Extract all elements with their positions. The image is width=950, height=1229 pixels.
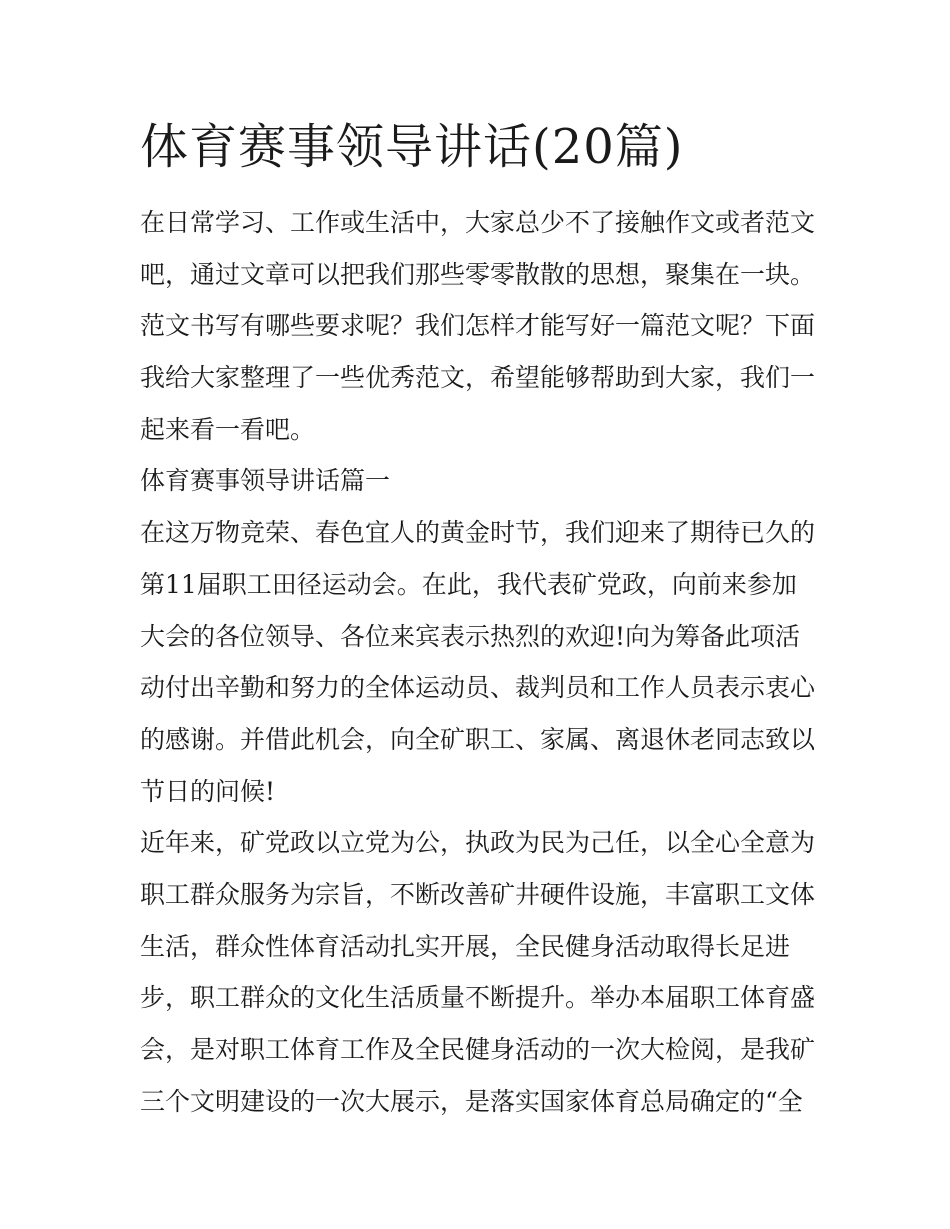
document-title: 体育赛事领导讲话(20篇) (140, 119, 684, 175)
body-line: 吧，通过文章可以把我们那些零零散散的思想，聚集在一块。 (140, 259, 816, 289)
body-line: 生活，群众性体育活动扎实开展，全民健身活动取得长足进 (140, 931, 791, 961)
body-line: 会，是对职工体育工作及全民健身活动的一次大检阅，是我矿 (140, 1035, 816, 1064)
section-heading: 体育赛事领导讲话篇一 (140, 466, 391, 496)
body-line: 近年来，矿党政以立党为公，执政为民为己任，以全心全意为 (140, 828, 816, 858)
body-line: 起来看一看吧。 (140, 414, 316, 444)
body-line: 动付出辛勤和努力的全体运动员、裁判员和工作人员表示衷心 (140, 673, 816, 703)
body-line: 我给大家整理了一些优秀范文，希望能够帮助到大家，我们一 (140, 363, 816, 393)
body-line: 在日常学习、工作或生活中，大家总少不了接触作文或者范文 (140, 208, 816, 237)
body-line: 职工群众服务为宗旨，不断改善矿井硬件设施，丰富职工文体 (140, 879, 816, 909)
body-line: 步，职工群众的文化生活质量不断提升。举办本届职工体育盛 (140, 983, 816, 1013)
body-line: 第11届职工田径运动会。在此，我代表矿党政，向前来参加 (140, 569, 797, 599)
body-line: 范文书写有哪些要求呢？我们怎样才能写好一篇范文呢？下面 (140, 311, 816, 341)
document-body (140, 197, 818, 1127)
body-line: 在这万物竞荣、春色宜人的黄金时节，我们迎来了期待已久的 (140, 518, 816, 548)
body-line: 节日的问候! (140, 776, 276, 806)
body-line: 大会的各位领导、各位来宾表示热烈的欢迎!向为筹备此项活 (140, 621, 801, 651)
body-line: 三个文明建设的一次大展示，是落实国家体育总局确定的“全 (140, 1086, 803, 1116)
body-line: 的感谢。并借此机会，向全矿职工、家属、离退休老同志致以 (140, 724, 816, 754)
